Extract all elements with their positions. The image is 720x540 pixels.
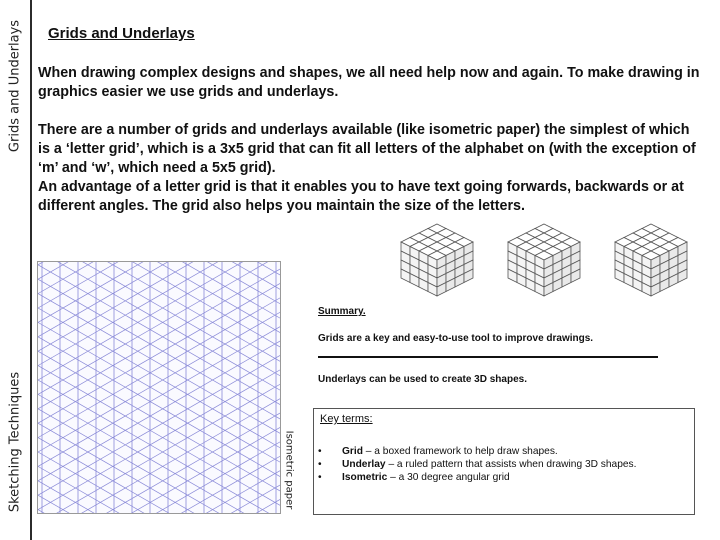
isometric-grid-line: [38, 312, 280, 452]
isometric-grid-line: [38, 481, 280, 513]
isometric-grid-line: [38, 452, 280, 513]
key-term-item: • Underlay – a ruled pattern that assists when drawing 3D shapes.: [318, 459, 637, 470]
intro-paragraph: When drawing complex designs and shapes, we all need help now and again. To make drawing in graphics easier we use grids and underlays.: [38, 65, 700, 100]
isometric-paper: [37, 261, 281, 514]
isometric-grid-line: [38, 262, 280, 394]
key-terms-box: [313, 408, 695, 515]
side-label-bottom: Sketching Techniques: [7, 371, 23, 513]
isometric-grid-line: [38, 370, 280, 510]
page-title: Grids and Underlays: [48, 25, 195, 42]
key-terms-list: [318, 445, 636, 484]
isometric-grid-line: [38, 269, 280, 409]
key-term-definition: – a ruled pattern that assists when drawing 3D shapes.: [385, 459, 637, 470]
summary-line-grids: Grids are a key and easy-to-use tool to improve drawings.: [318, 333, 594, 344]
isometric-grid-line: [38, 351, 280, 491]
isometric-grid-line: [38, 322, 280, 462]
isometric-grid-line: [38, 337, 280, 477]
key-term-definition: – a 30 degree angular grid: [387, 472, 510, 483]
advantage-paragraph: An advantage of a letter grid is that it enables you to have text going forwards, backwards or at different angles. The grid also helps you maintain the size of the letters.: [38, 179, 684, 214]
isometric-grid-line: [38, 298, 280, 438]
isometric-paper-caption: Isometric paper: [283, 430, 295, 510]
key-term-definition: – a boxed framework to help draw shapes.: [362, 446, 558, 457]
summary-divider: [318, 356, 658, 358]
isometric-grid-lines: [38, 262, 280, 513]
isometric-grid-line: [38, 262, 280, 279]
key-terms-title: Key terms:: [320, 413, 373, 425]
isometric-grid-line: [38, 355, 280, 495]
side-strip: [0, 0, 32, 540]
isometric-cubes-illustration: [393, 222, 703, 300]
isometric-grid-line: [38, 308, 280, 448]
isometric-grid-line: [38, 341, 280, 481]
summary-title: Summary.: [318, 306, 366, 317]
isometric-grid-line: [38, 279, 280, 419]
key-term-item: • Grid – a boxed framework to help draw shapes.: [318, 446, 558, 457]
isometric-grid-line: [38, 327, 280, 467]
isometric-grid-line: [38, 294, 280, 434]
isometric-grid-line: [38, 510, 280, 513]
key-term-word: Grid: [342, 446, 363, 457]
isometric-grid-line: [38, 423, 280, 513]
key-term-word: Underlay: [342, 459, 386, 470]
isometric-grid-line: [38, 262, 280, 366]
isometric-grid-line: [38, 366, 280, 506]
key-term-item: • Isometric – a 30 degree angular grid: [318, 472, 510, 483]
key-term-word: Isometric: [342, 472, 388, 483]
side-label-top: Grids and Underlays: [7, 19, 23, 153]
summary-line-underlays: Underlays can be used to create 3D shapes.: [318, 374, 527, 385]
isometric-grid-line: [38, 283, 280, 423]
isometric-grid-line: [38, 265, 280, 405]
grids-paragraph: There are a number of grids and underlays available (like isometric paper) the simplest of which is a ‘letter grid’, which is a 3x5 grid that can fit all letters of the alphabet on (with the exception of ‘m’ and ‘w’, which need a 5x5 grid).: [38, 122, 696, 176]
isometric-grid-line: [38, 495, 280, 513]
